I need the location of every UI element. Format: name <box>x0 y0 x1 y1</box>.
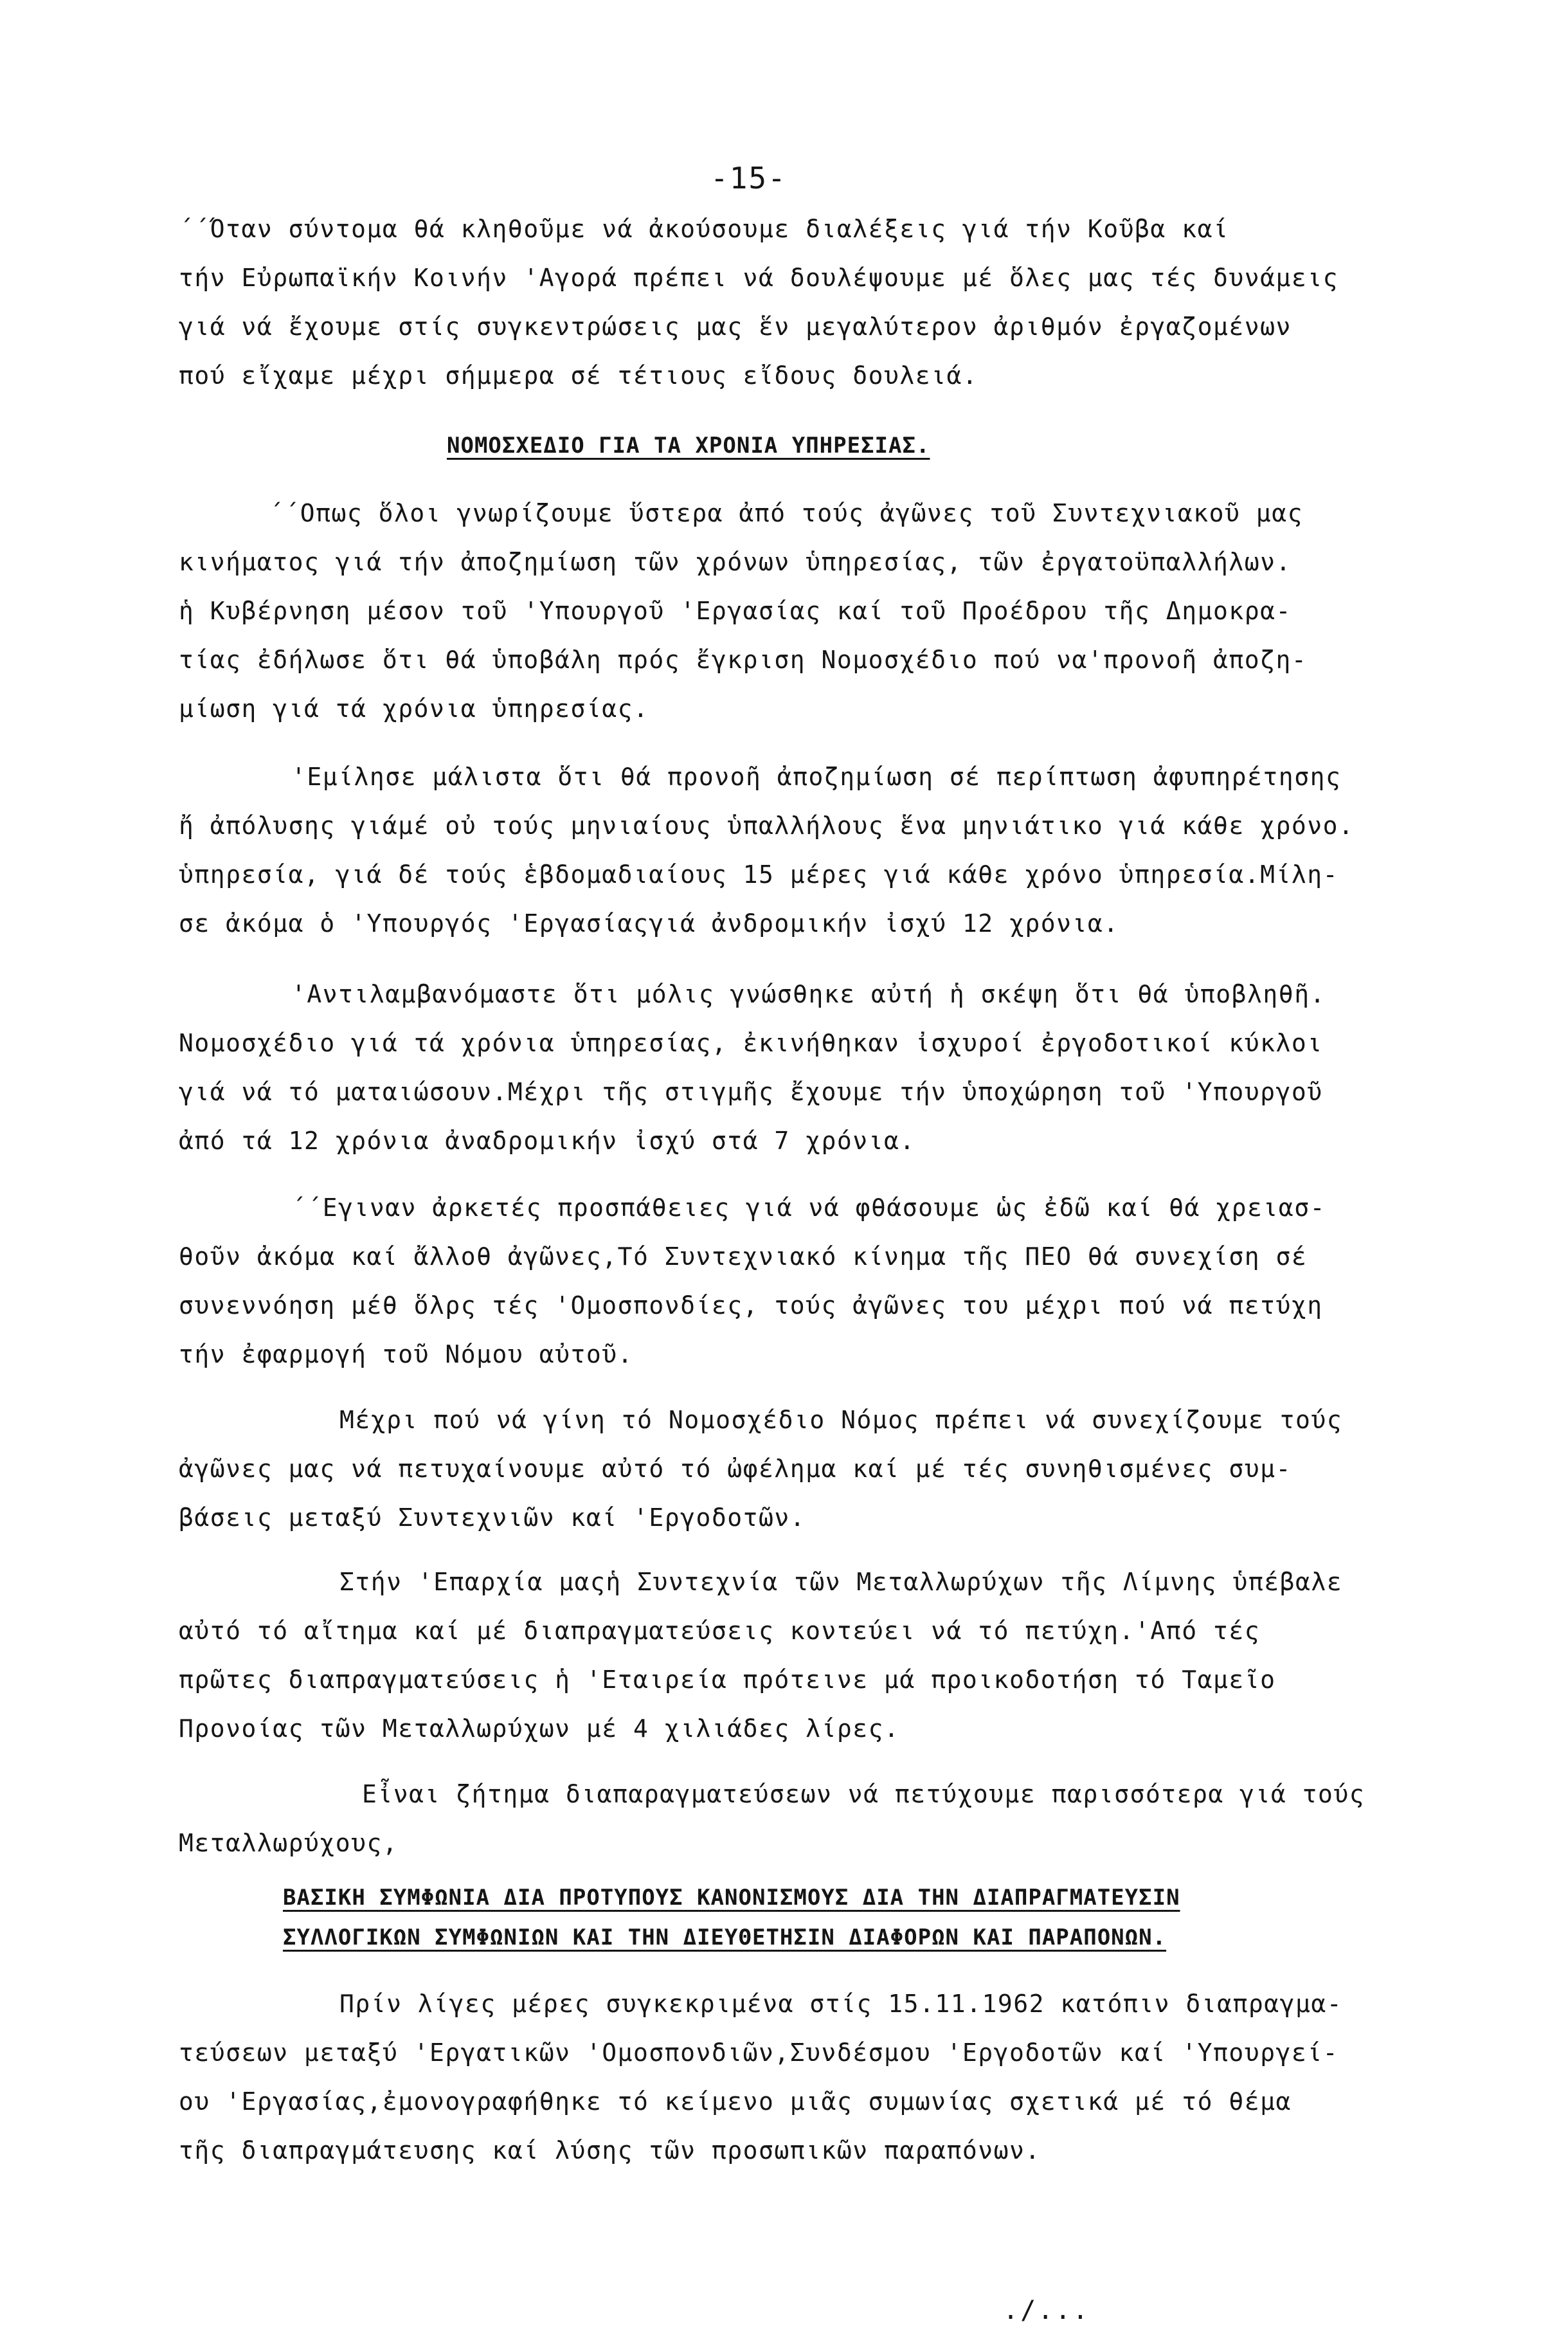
text-line: ΄΄Όταν σύντομα θά κληθοῦμε νά ἀκούσουμε διαλέξεις γιά τήν Κοῦβα καί <box>179 215 1229 243</box>
text-line: ὑπηρεσία, γιά δέ τούς ἑβδομαδιαίους 15 μέρες γιά κάθε χρόνο ὑπηρεσία.Μίλη- <box>179 860 1338 889</box>
heading-line: ΣΥΛΛΟΓΙΚΩΝ ΣΥΜΦΩΝΙΩΝ ΚΑΙ ΤΗΝ ΔΙΕΥΘΕΤΗΣΙΝ ΔΙΑΦΟΡΩΝ ΚΑΙ ΠΑΡΑΠΟΝΩΝ. <box>283 1925 1167 1950</box>
text-line: Νομοσχέδιο γιά τά χρόνια ὑπηρεσίας, ἐκινήθηκαν ἰσχυροί ἐργοδοτικοί κύκλοι <box>179 1029 1323 1057</box>
text-line: ἀπό τά 12 χρόνια ἀναδρομικήν ἰσχύ στά 7 χρόνια. <box>179 1127 915 1155</box>
paragraph-agreement-initialled <box>179 1979 1342 2175</box>
paragraph-peo-efforts <box>179 1183 1326 1379</box>
text-line: αὐτό τό αἴτημα καί μέ διαπραγματεύσεις κοντεύει νά τό πετύχη.'Από τές <box>179 1617 1261 1645</box>
text-line: συνεννόηση μέθ ὅλρς τές 'Ομοσπονδίες, τούς ἀγῶνες του μέχρι πού νά πετύχη <box>179 1291 1323 1320</box>
text-line: ου 'Εργασίας,ἐμονογραφήθηκε τό κείμενο μιᾶς συμωνίας σχετικά μέ τό θέμα <box>179 2087 1292 2116</box>
paragraph-minister-statement <box>179 752 1354 948</box>
continuation-mark: ./... <box>1003 2296 1090 2325</box>
text-line: 'Εμίλησε μάλιστα ὅτι θά προνοῆ ἀποζημίωση σέ περίπτωση ἀφυπηρέτησης <box>291 763 1342 791</box>
text-line: θοῦν ἀκόμα καί ἄλλοθ ἀγῶνες,Τό Συντεχνιακό κίνημα τῆς ΠΕΟ θά συνεχίση σέ <box>179 1242 1308 1271</box>
text-line: Στήν 'Επαρχία μαςἡ Συντεχνία τῶν Μεταλλωρύχων τῆς Λίμνης ὑπέβαλε <box>339 1568 1343 1596</box>
text-line: βάσεις μεταξύ Συντεχνιῶν καί 'Εργοδοτῶν. <box>179 1503 806 1532</box>
text-line: τήν Εὐρωπαϊκήν Κοινήν 'Αγορά πρέπει νά δουλέψουμε μέ ὅλες μας τές δυνάμεις <box>179 264 1338 292</box>
text-line: κινήματος γιά τήν ἀποζημίωση τῶν χρόνων ὑπηρεσίας, τῶν ἐργατοϋπαλλήλων. <box>179 548 1292 576</box>
heading-line: ΒΑΣΙΚΗ ΣΥΜΦΩΝΙΑ ΔΙΑ ΠΡΟΤΥΠΟΥΣ ΚΑΝΟΝΙΣΜΟΥΣ ΔΙΑ ΤΗΝ ΔΙΑΠΡΑΓΜΑΤΕΥΣΙΝ <box>283 1885 1180 1911</box>
text-line: πρῶτες διαπραγματεύσεις ἡ 'Εταιρεία πρότεινε μά προικοδοτήση τό Ταμεῖο <box>179 1666 1276 1694</box>
text-line: τεύσεων μεταξύ 'Εργατικῶν 'Ομοσπονδιῶν,Συνδέσμου 'Εργοδοτῶν καί 'Υπουργεί- <box>179 2038 1338 2067</box>
text-line: ἀγῶνες μας νά πετυχαίνουμε αὐτό τό ὠφέλημα καί μέ τές συνηθισμένες συμ- <box>179 1455 1292 1483</box>
heading-line: ΝΟΜΟΣΧΕΔΙΟ ΓΙΑ ΤΑ ΧΡΟΝΙΑ ΥΠΗΡΕΣΙΑΣ. <box>447 433 930 458</box>
text-line: ΄΄Οπως ὅλοι γνωρίζουμε ὕστερα ἀπό τούς ἀγῶνες τοῦ Συντεχνιακοῦ μας <box>269 499 1303 527</box>
paragraph-until-law <box>179 1395 1342 1542</box>
paragraph-employer-circles <box>179 970 1326 1165</box>
text-line: Μεταλλωρύχους, <box>179 1829 399 1857</box>
paragraph-negotiations <box>179 1770 1365 1867</box>
text-line: πού εἴχαμε μέχρι σήμμερα σέ τέτιους εἴδους δουλειά. <box>179 361 978 390</box>
heading-service-years-bill <box>447 426 930 466</box>
paragraph-miners-union <box>179 1557 1342 1753</box>
text-line: γιά νά ἔχουμε στίς συγκεντρώσεις μας ἕν μεγαλύτερον ἀριθμόν ἐργαζομένων <box>179 313 1292 341</box>
text-line: τήν ἐφαρμογή τοῦ Νόμου αὐτοῦ. <box>179 1340 633 1368</box>
text-line: 'Αντιλαμβανόμαστε ὅτι μόλις γνώσθηκε αὐτή ἡ σκέψη ὅτι θά ὑποβληθῆ. <box>291 980 1326 1008</box>
text-line: Πρίν λίγες μέρες συγκεκριμένα στίς 15.11.1962 κατόπιν διαπραγμα- <box>339 1990 1343 2018</box>
text-line: Μέχρι πού νά γίνη τό Νομοσχέδιο Νόμος πρέπει νά συνεχίζουμε τούς <box>339 1406 1343 1434</box>
text-line: ἤ ἀπόλυσης γιάμέ οὐ τούς μηνιαίους ὑπαλλήλους ἕνα μηνιάτικο γιά κάθε χρόνο. <box>179 812 1355 840</box>
text-line: ἡ Κυβέρνηση μέσον τοῦ 'Υπουργοῦ 'Εργασίας καί τοῦ Προέδρου τῆς Δημοκρα- <box>179 597 1292 625</box>
text-line: τίας ἐδήλωσε ὅτι θά ὑποβάλη πρός ἔγκριση Νομοσχέδιο πού να'προνοῆ ἀποζη- <box>179 646 1308 674</box>
text-line: γιά νά τό ματαιώσουν.Μέχρι τῆς στιγμῆς ἔχουμε τήν ὑποχώρηση τοῦ 'Υπουργοῦ <box>179 1078 1323 1106</box>
paragraph-compensation <box>179 489 1307 733</box>
text-line: ΄΄Εγιναν ἀρκετές προσπάθειες γιά νά φθάσουμε ὡς ἐδῶ καί θά χρειασ- <box>291 1194 1326 1222</box>
heading-basic-agreement <box>283 1878 1180 1957</box>
text-line: Προνοίας τῶν Μεταλλωρύχων μέ 4 χιλιάδες λίρες. <box>179 1714 900 1743</box>
text-line: μίωση γιά τά χρόνια ὑπηρεσίας. <box>179 694 649 723</box>
page-number: -15- <box>710 161 787 195</box>
text-line: σε ἀκόμα ὁ 'Υπουργός 'Εργασίαςγιά ἀνδρομικήν ἰσχύ 12 χρόνια. <box>179 909 1119 938</box>
paragraph-kouba <box>179 204 1338 400</box>
text-line: τῆς διαπραγμάτευσης καί λύσης τῶν προσωπικῶν παραπόνων. <box>179 2136 1041 2165</box>
text-line: Εἶναι ζήτημα διαπαραγματεύσεων νά πετύχουμε παρισσότερα γιά τούς <box>362 1780 1365 1808</box>
